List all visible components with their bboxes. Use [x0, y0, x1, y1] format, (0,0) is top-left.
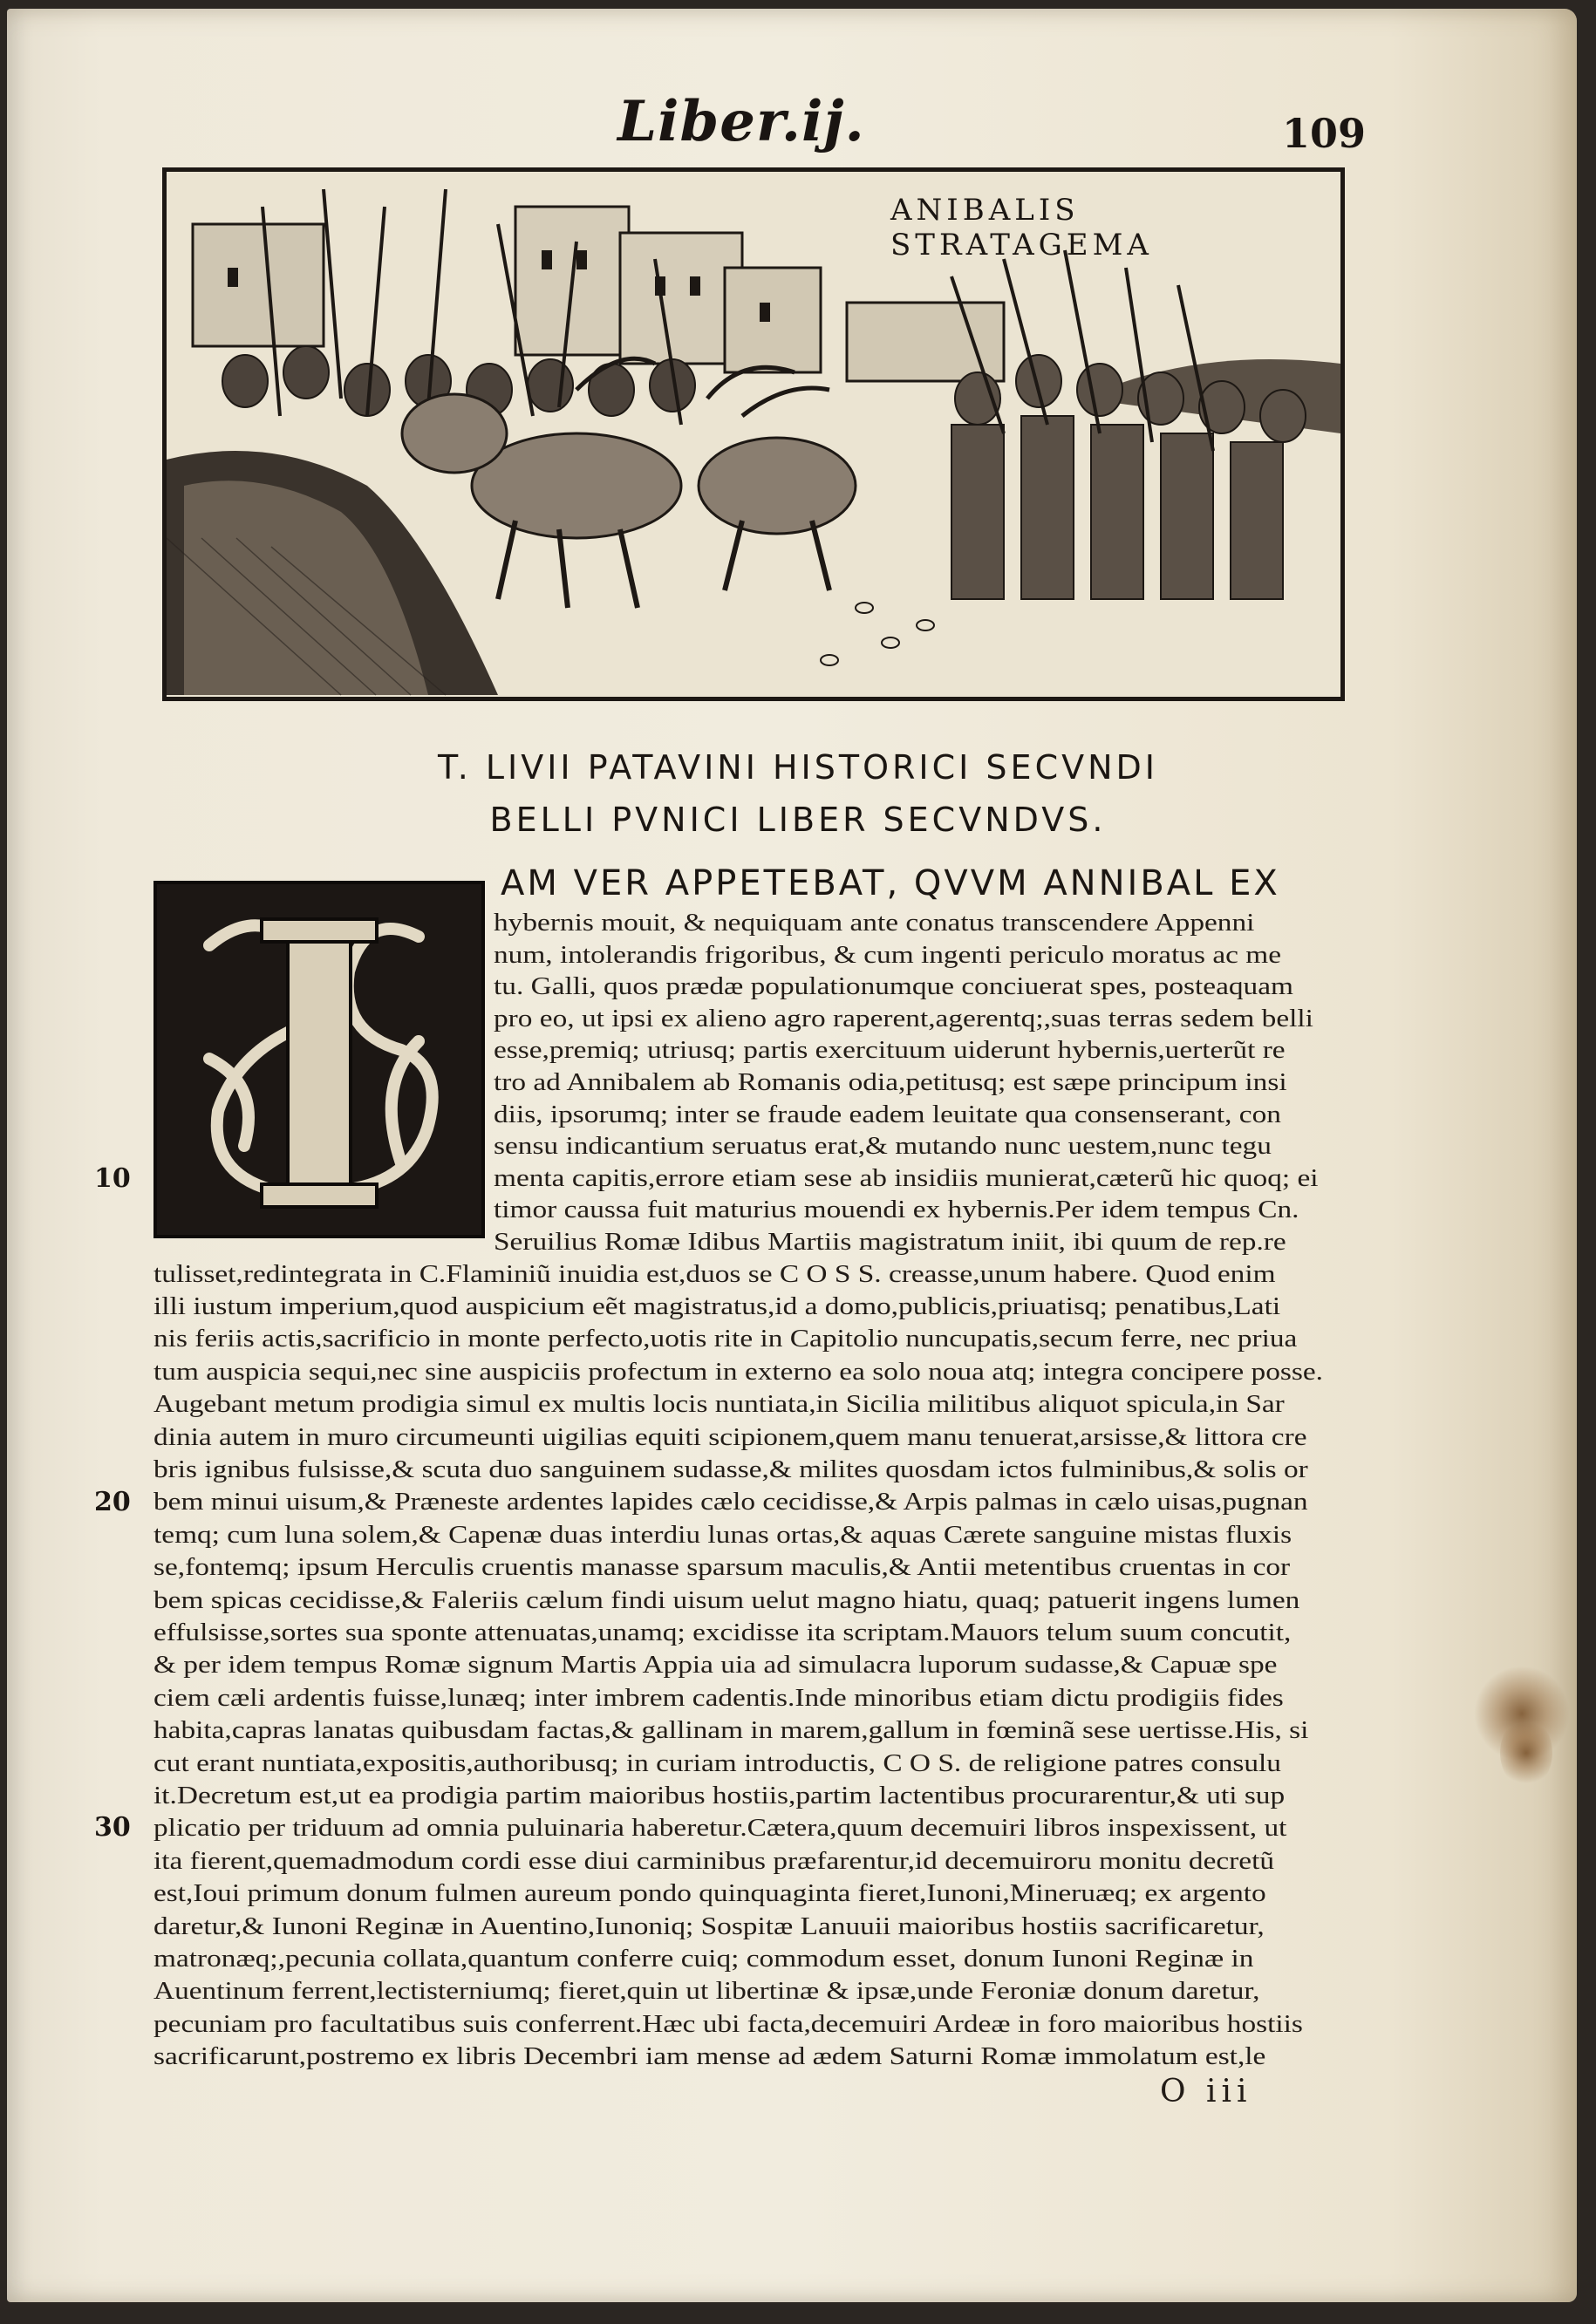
initial-ornament: [157, 884, 481, 1235]
text-line: pecuniam pro facultatibus suis conferrent.Hæc ubi facta,decemuiri Ardeæ in foro maioribus hostiis: [153, 2009, 1303, 2038]
margin-line-number: 20: [94, 1487, 131, 1517]
text-line: dinia autem in muro circumeunti uigilias equiti scipionem,quem manu tenuerat,arsisse,& littora cre: [153, 1422, 1307, 1451]
text-line: sensu indicantium seruatus erat,& mutando nunc uestem,nunc tegu: [494, 1132, 1272, 1161]
text-line: Augebant metum prodigia simul ex multis locis nuntiata,in Sicilia militibus aliquot spicula,in Sar: [153, 1390, 1285, 1419]
text-line: tum auspicia sequi,nec sine auspiciis profectum in externo ea solo noua atq; integra concipere posse.: [153, 1357, 1323, 1386]
running-head: Liber.ij.: [617, 89, 865, 154]
text-line: tu. Galli, quos prædæ populationumque conciuerat spes, posteaquam: [494, 972, 1293, 1001]
text-line: timor caussa fuit maturius mouendi ex hybernis.Per idem tempus Cn.: [494, 1196, 1299, 1224]
text-line: daretur,& Iunoni Reginæ in Auentino,Iunoniq; Sospitæ Lanuuii maioribus hostiis sacrificaretur,: [153, 1912, 1265, 1940]
text-line: tro ad Annibalem ab Romanis odia,petitusq; est sæpe principum insi: [494, 1068, 1287, 1096]
text-line: it.Decretum est,ut ea prodigia partim maioribus hostiis,partim lactentibus procurarentur,& uti sup: [153, 1782, 1286, 1809]
text-line: & per idem tempus Romæ signum Martis Appia uia ad simulacra luporum sudasse,& Capuæ spe: [153, 1651, 1278, 1680]
text-line: bem minui uisum,& Præneste ardentes lapides cælo cecidisse,& Arpis palmas in cælo uisas,pugnan: [153, 1488, 1308, 1516]
text-line: sacrificarunt,postremo ex libris Decembri iam mense ad ædem Saturni Romæ immolatum est,le: [153, 2042, 1266, 2071]
text-line: num, intolerandis frigoribus, & cum ingenti periculo moratus ac me: [494, 940, 1282, 969]
title-line-2: BELLI PVNICI LIBER SECVNDVS.: [489, 801, 1107, 839]
woodcut-illustration: [162, 167, 1345, 701]
text-line: se,fontemq; ipsum Herculis cruentis manasse sparsum maculis,& Antii metentibus cruentas in cor: [153, 1553, 1291, 1582]
water-stain: [1500, 1718, 1552, 1788]
text-line: hybernis mouit, & nequiquam ante conatus transcendere Appenni: [494, 909, 1255, 937]
text-line: nis feriis actis,sacrificio in monte perfecto,uotis rite in Capitolio nuncupatis,secum ferre, nec priua: [153, 1325, 1298, 1353]
text-line: Seruilius Romæ Idibus Martiis magistratum iniit, ibi quum de rep.re: [494, 1228, 1286, 1256]
text-line: ita fierent,quemadmodum cordi esse diui carminibus præfarentur,id decemuiroru monitu decretũ: [153, 1846, 1275, 1875]
text-line: habita,capras lanatas quibusdam factas,& gallinam in marem,gallum in fœminã sese uertisse.His, si: [153, 1716, 1309, 1745]
margin-line-number: 10: [94, 1163, 131, 1194]
text-line: bris ignibus fulsisse,& scuta duo sanguinem sudasse,& milites quosdam ictos fulminibus,& solis or: [153, 1455, 1308, 1483]
margin-line-number: 30: [94, 1812, 131, 1843]
text-line: est,Ioui primum donum fulmen aureum pondo quinquaginta fieret,Iunoni,Mineruæq; ex argento: [153, 1879, 1266, 1908]
text-line: pro eo, ut ipsi ex alieno agro raperent,agerentq;,suas terras sedem belli: [494, 1004, 1313, 1033]
title-line-1: T. LIVII PATAVINI HISTORICI SECVNDI: [437, 748, 1158, 787]
text-line: Auentinum ferrent,lectisterniumq; fieret,quin ut libertinæ & ipsæ,unde Feroniæ donum daretur,: [153, 1977, 1260, 2006]
text-line: esse,premiq; utriusq; partis exercituum uiderunt hybernis,uerterũt re: [494, 1036, 1286, 1065]
text-line: bem spicas cecidisse,& Faleriis cælum findi uisum uelut magno hiatu, quaq; patuerit ingens lumen: [153, 1585, 1300, 1614]
text-line: cut erant nuntiata,expositis,authoribusq; in curiam introductis, C O S. de religione patres consulu: [153, 1748, 1281, 1777]
text-line: temq; cum luna solem,& Capenæ duas interdiu lunas ortas,& aquas Cærete sanguine mistas fluxis: [153, 1520, 1292, 1549]
signature-mark: O iii: [1160, 2074, 1252, 2109]
text-line: diis, ipsorumq; inter se fraude eadem leuitate qua consenserant, con: [494, 1100, 1281, 1128]
folio-number: 109: [1282, 110, 1367, 157]
text-line: effulsisse,sortes sua sponte attenuatas,unamq; excidisse ita scriptam.Mauors telum suum concutit,: [153, 1619, 1292, 1646]
text-line: ciem cæli ardentis fuisse,lunæq; inter imbrem cadentis.Inde minoribus etiam dictu prodigiis fides: [153, 1683, 1284, 1712]
text-line: matronæq;,pecunia collata,quantum conferre cuiq; commodum esset, donum Iunoni Reginæ in: [153, 1945, 1254, 1973]
text-line: plicatio per triduum ad omnia puluinaria haberetur.Cætera,quum decemuiri libros inspexissent, ut: [153, 1814, 1287, 1843]
text-line: illi iustum imperium,quod auspicium eẽt magistratus,id a domo,publicis,priuatisq; penatibus,Lati: [153, 1292, 1281, 1320]
text-line: menta capitis,errore etiam sese ab insidiis munierat,cæterũ hic quoq; ei: [494, 1163, 1319, 1192]
text-line: tulisset,redintegrata in C.Flaminiũ inuidia est,duos se C O S S. creasse,unum habere. Quod enim: [153, 1259, 1276, 1288]
woodcut-caption: ANIBALIS STRATAGEMA: [890, 193, 1153, 262]
opening-line: AM VER APPETEBAT, QVVM ANNIBAL EX: [501, 863, 1280, 903]
decorated-initial: [153, 881, 485, 1238]
